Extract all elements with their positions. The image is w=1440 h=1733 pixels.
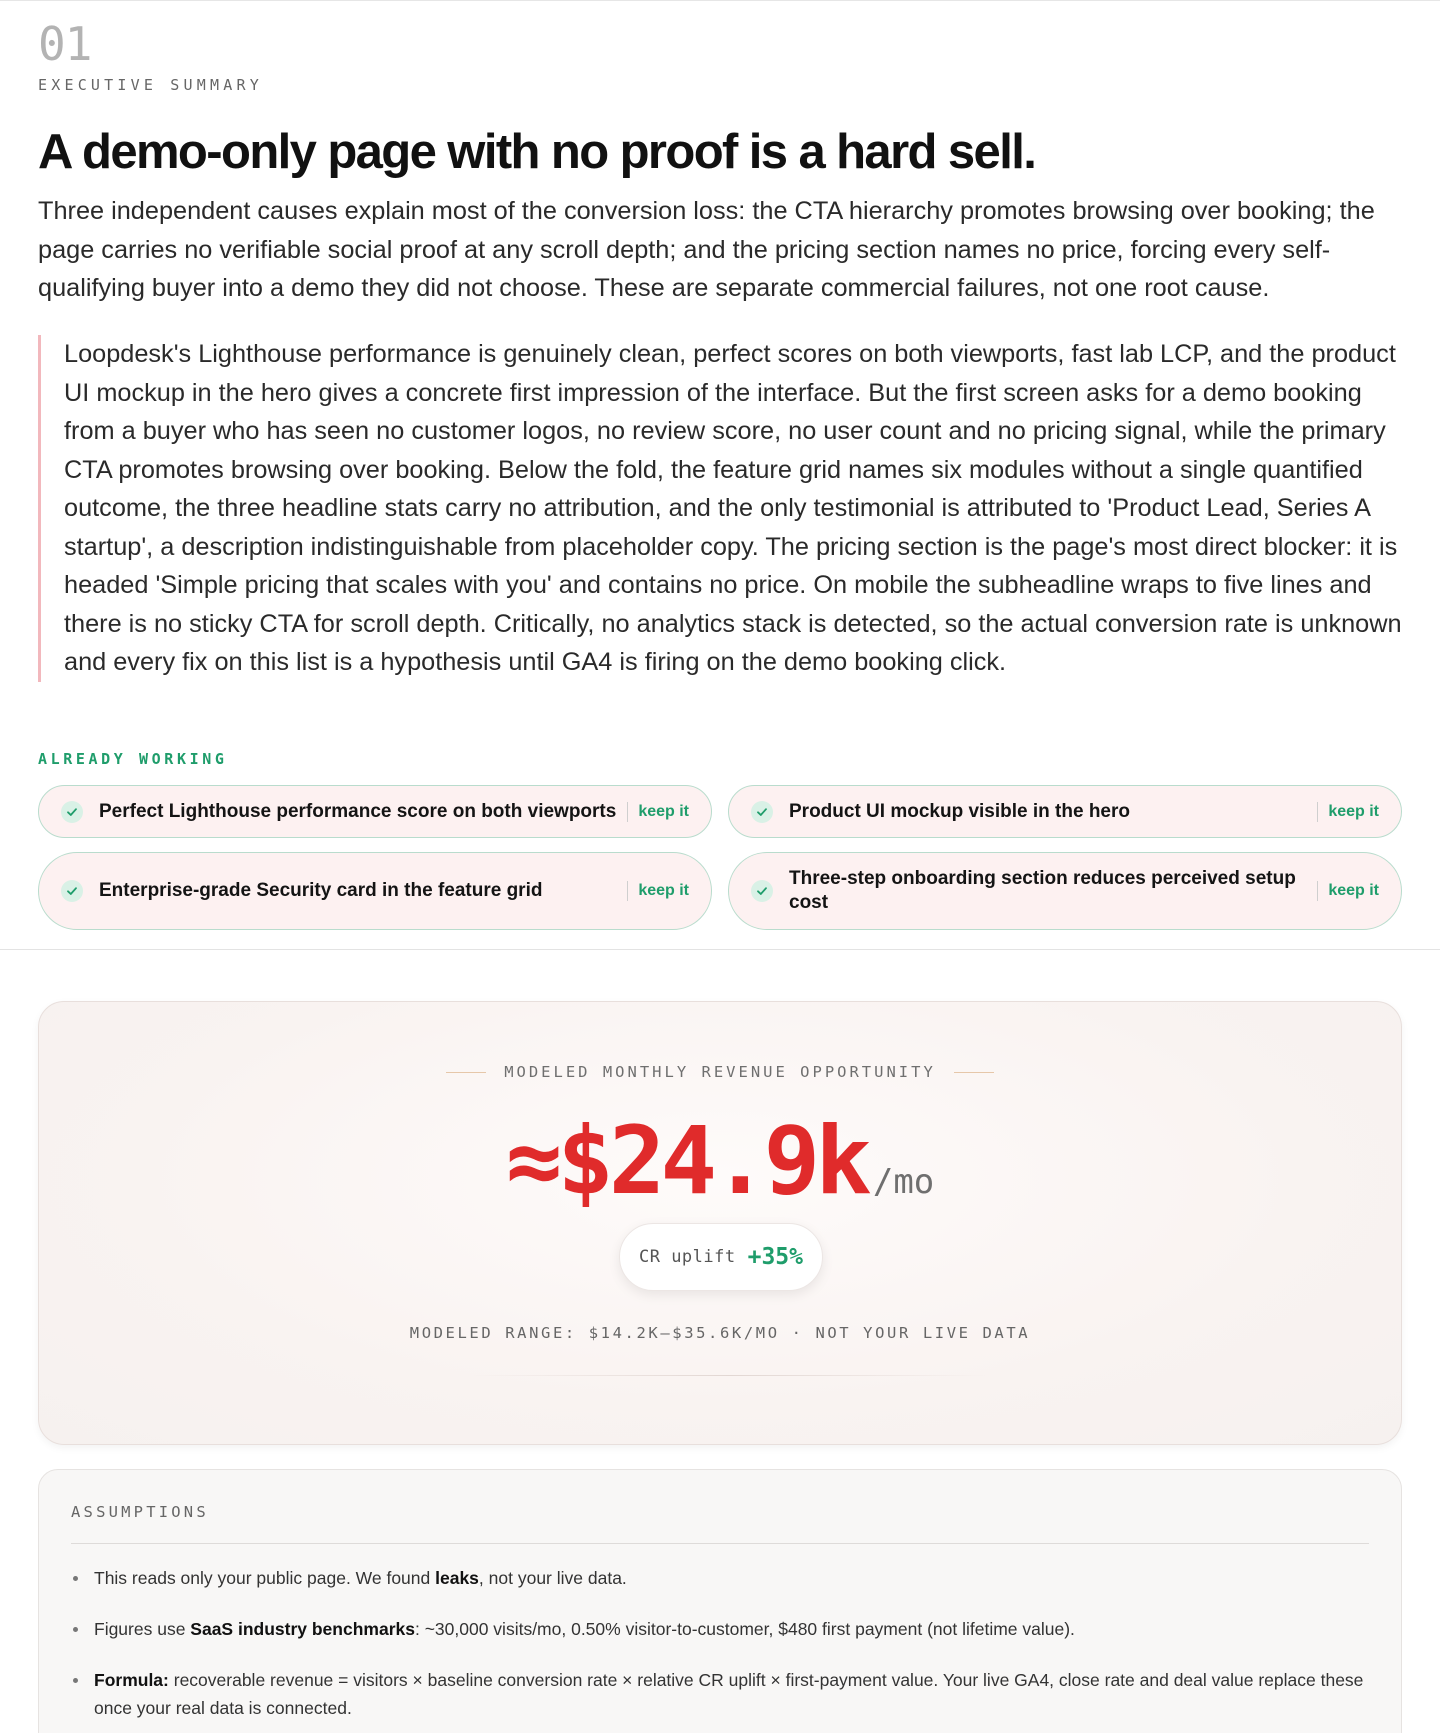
assumption-item (71, 1666, 1371, 1722)
keep-it-tag: keep it (1317, 802, 1379, 822)
check-icon (61, 880, 83, 902)
cr-uplift-label: CR uplift (638, 1247, 736, 1267)
working-item (728, 785, 1402, 838)
assumptions-list (71, 1564, 1371, 1733)
revenue-label: MODELED MONTHLY REVENUE OPPORTUNITY (504, 1063, 936, 1081)
section-number: 01 (38, 17, 92, 71)
already-working-label: ALREADY WORKING (38, 750, 228, 768)
working-item-text: Perfect Lighthouse performance score on both viewports (99, 800, 617, 822)
section-divider (0, 949, 1440, 950)
assumption-item (71, 1615, 1371, 1643)
assumption-emphasis: Formula: (94, 1670, 169, 1690)
card-divider (469, 1375, 989, 1376)
assumption-emphasis: SaaS industry benchmarks (190, 1619, 415, 1639)
summary-quote: Loopdesk's Lighthouse performance is genuinely clean, perfect scores on both viewports, fast lab LCP, and the product UI mockup in the hero gives a concrete first impression of the interface. But the first screen asks for a demo booking from a buyer who has seen no customer logos, no review score, no user count and no pricing signal, while the primary CTA promotes browsing over booking. Below the fold, the feature grid names six modules without a single quantified outcome, the three headline stats carry no attribution, and the only testimonial is attributed to 'Product Lead, Series A startup', a description indistinguishable from placeholder copy. The pricing section is the page's most direct blocker: it is headed 'Simple pricing that scales with you' and contains no price. On mobile the subheadline wraps to five lines and there is no sticky CTA for scroll depth. Critically, no analytics stack is detected, so the actual conversion rate is unknown and every fix on this list is a hypothesis until GA4 is firing on the demo booking click. (38, 335, 1408, 682)
check-icon (61, 801, 83, 823)
top-divider (0, 0, 1440, 1)
section-header (38, 16, 263, 94)
working-item-text: Enterprise-grade Security card in the feature grid (99, 880, 543, 901)
modeled-range: MODELED RANGE: $14.2K–$35.6K/MO · NOT YOUR LIVE DATA (409, 1324, 1031, 1342)
revenue-amount-row (39, 1107, 1401, 1217)
revenue-unit: /mo (872, 1162, 935, 1202)
assumption-emphasis: leaks (435, 1568, 479, 1588)
revenue-label-row (39, 1063, 1401, 1081)
label-rule-right (954, 1072, 994, 1073)
keep-it-tag: keep it (627, 802, 689, 822)
working-item-text: Three-step onboarding section reduces perceived setup cost (789, 868, 1296, 913)
assumptions-title: ASSUMPTIONS (71, 1503, 209, 1521)
assumption-item (71, 1564, 1371, 1592)
assumptions-divider (71, 1543, 1369, 1544)
working-item-text: Product UI mockup visible in the hero (789, 800, 1130, 822)
working-item (38, 785, 712, 838)
working-item (38, 852, 712, 930)
cr-uplift-value: +35% (747, 1244, 803, 1270)
revenue-amount: ≈$24.9k (505, 1107, 867, 1216)
assumption-text: , not your live data. (478, 1568, 627, 1588)
assumption-text: Figures use (94, 1619, 191, 1639)
label-rule-left (446, 1072, 486, 1073)
assumption-text: recoverable revenue = visitors × baseline conversion rate × relative CR uplift × first-payment value. Your live GA4, close rate and deal value replace these once your real data is connected. (94, 1670, 1364, 1718)
section-label: EXECUTIVE SUMMARY (38, 76, 263, 94)
cr-uplift-badge (619, 1223, 823, 1291)
keep-it-tag: keep it (627, 881, 689, 901)
assumptions-card (38, 1469, 1402, 1733)
intro-paragraph: Three independent causes explain most of the conversion loss: the CTA hierarchy promotes browsing over booking; the page carries no verifiable social proof at any scroll depth; and the pricing section names no price, forcing every self-qualifying buyer into a demo they did not choose. These are separate commercial failures, not one root cause. (38, 197, 1375, 302)
check-icon (751, 801, 773, 823)
check-icon (751, 880, 773, 902)
assumption-text: : ~30,000 visits/mo, 0.50% visitor-to-customer, $480 first payment (not lifetime value). (414, 1619, 1075, 1639)
assumption-text: This reads only your public page. We found (94, 1568, 436, 1588)
revenue-opportunity-card (38, 1001, 1402, 1445)
page-title: A demo-only page with no proof is a hard sell. (38, 125, 1036, 179)
keep-it-tag: keep it (1317, 881, 1379, 901)
working-item (728, 852, 1402, 930)
